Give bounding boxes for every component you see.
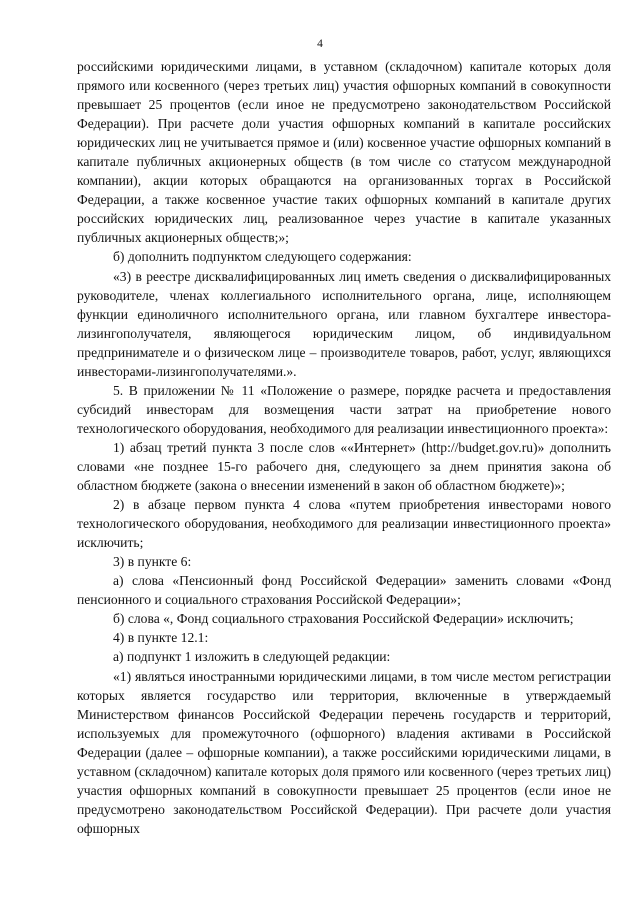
- page-number: 4: [317, 38, 323, 50]
- paragraph: российскими юридическими лицами, в уставном (складочном) капитале которых доля прямого или косвенного (через третьих лиц) участия офшорных компаний в совокупности превышает 25 процентов (если иное не предусмотрено законодательством Российской Федерации). При расчете доли участия офшорных компаний в капитале российских юридических лиц не учитывается прямое и (или) косвенное участие офшорных компаний в капитале публичных акционерных обществ (в том числе со статусом международной компании), акции которых обращаются на организованных торгах в Российской Федерации, а также косвенное участие таких офшорных компаний в капитале других российских юридических лиц, реализованное через участие в капитале указанных публичных акционерных обществ;»;: [77, 59, 611, 246]
- paragraph: 5. В приложении № 11 «Положение о размере, порядке расчета и предоставления субсидий инвесторам для возмещения части затрат на приобретение нового технологического оборудования, необходимого для реализации инвестиционного проекта»:: [77, 382, 611, 436]
- document-body: [77, 57, 611, 838]
- paragraph: 3) в пункте 6:: [113, 554, 192, 570]
- paragraph: 1) абзац третий пункта 3 после слов ««Интернет» (http://budget.gov.ru)» дополнить словами «не позднее 15-го рабочего дня, следующего за днем принятия закона об областном бюджете (закона о внесении изменений в закон об областном бюджете)»;: [77, 439, 611, 494]
- paragraph: а) подпункт 1 изложить в следующей редакции:: [113, 649, 391, 665]
- paragraph: 2) в абзаце первом пункта 4 слова «путем приобретения инвесторами нового технологического оборудования, необходимого для реализации инвестиционного проекта» исключить;: [77, 497, 611, 551]
- paragraph: «3) в реестре дисквалифицированных лиц иметь сведения о дисквалифицированных руководителе, членах коллегиального исполнительного органа, лице, исполняющем функции единоличного исполнительного органа, или главном бухгалтере инвестора-лизингополучателя, являющегося юридическим лицом, об индивидуальном предпринимателе и о физическом лице – производителе товаров, работ, услуг, являющихся инвесторами-лизингополучателями.».: [77, 268, 611, 379]
- paragraph: б) слова «, Фонд социального страхования Российской Федерации» исключить;: [113, 611, 574, 627]
- paragraph: 4) в пункте 12.1:: [113, 630, 209, 646]
- paragraph: а) слова «Пенсионный фонд Российской Федерации» заменить словами «Фонд пенсионного и социального страхования Российской Федерации»;: [77, 573, 611, 608]
- paragraph: «1) являться иностранными юридическими лицами, в том числе местом регистрации которых является государство или территория, включенные в утверждаемый Министерством финансов Российской Федерации перечень государств и территорий, используемых для промежуточного (офшорного) владения активами в Российской Федерации (далее – офшорные компании), а также российскими юридическими лицами, в уставном (складочном) капитале которых доля прямого или косвенного (через третьих лиц) участия офшорных компаний в совокупности превышает 25 процентов (если иное не предусмотрено законодательством Российской Федерации). При расчете доли участия офшорных: [77, 668, 611, 836]
- paragraph: б) дополнить подпунктом следующего содержания:: [113, 249, 412, 265]
